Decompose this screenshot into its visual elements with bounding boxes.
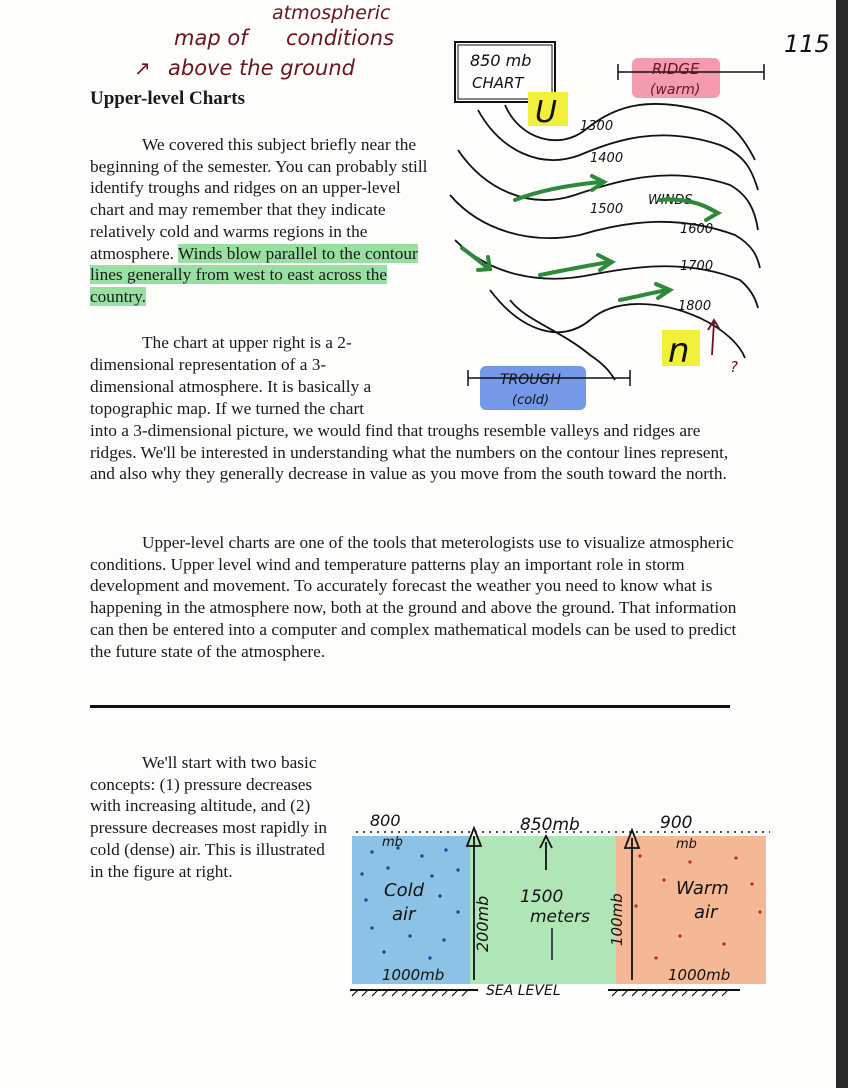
p2-line4: topographic map. If we turned the chart	[90, 399, 364, 418]
highlighted-winds-text: Winds blow parallel to the contour lines generally from west to east across the country.	[90, 243, 418, 306]
cold-air-label-2: air	[392, 904, 416, 925]
handwritten-note-line2b: conditions	[286, 26, 395, 50]
cold-bottom-pressure: 1000mb	[382, 966, 445, 984]
n-label: n	[668, 331, 690, 371]
ridge-label: RIDGE	[652, 60, 700, 78]
paragraph-concepts-text: We'll start with two basic concepts: (1) pressure decreases with increasing altitude, and (2) pressure decreases most rapidly in cold (dense) air. This is illustrated in the figure at right.	[90, 753, 328, 881]
warm-top-unit: mb	[676, 837, 697, 852]
contour-label-1400: 1400	[590, 151, 624, 166]
paragraph-forecasting-text: Upper-level charts are one of the tools that meterologists use to visualize atmospheric conditions. Upper level wind and temperature patterns play an important role in storm development and movement. To accurately forecast the weather you need to know what is happening in the atmosphere now, both at the ground and above the ground. That information can then be entered into a computer and complex mathematical models can be used to predict the future state of the atmosphere.	[90, 533, 737, 661]
cold-air-label-1: Cold	[384, 880, 425, 901]
ridge-sublabel: (warm)	[650, 82, 701, 98]
mid-top-pressure: 850mb	[520, 815, 580, 835]
page-title: Upper-level Charts	[90, 88, 245, 109]
warm-top-pressure: 900	[660, 813, 693, 833]
trough-label: TROUGH	[500, 372, 561, 388]
trough-sublabel: (cold)	[512, 393, 550, 408]
question-mark: ?	[730, 358, 738, 376]
paragraph-intro-text: We covered this subject briefly near the beginning of the semester. You can probably still identify troughs and ridges on an upper-level chart and may remember that they indicate relatively cold and warms regions in the atmosphere.	[90, 135, 428, 263]
sea-level-label: SEA LEVEL	[486, 983, 561, 999]
warm-air-label-1: Warm	[676, 878, 729, 899]
p2-line1: The chart at upper right is a 2-	[142, 333, 352, 352]
mid-label-2: meters	[530, 907, 590, 927]
chart-box-label-2: CHART	[472, 74, 524, 92]
winds-label: WINDS	[648, 193, 693, 208]
contour-label-1500: 1500	[590, 202, 624, 217]
contour-label-1600: 1600	[680, 222, 714, 237]
contour-label-1700: 1700	[680, 259, 714, 274]
cold-thickness-label: 200mb	[473, 895, 492, 952]
handwritten-arrow: ↗	[134, 56, 151, 80]
mid-label-1: 1500	[520, 887, 564, 907]
p2-rest: into a 3-dimensional picture, we would find that troughs resemble valleys and ridges are ridges. We'll be interested in understanding what the numbers on the contour lines represent, and also why they generally decrease in value as you move from the south toward the north.	[90, 421, 729, 484]
chart-box-label-1: 850 mb	[470, 51, 532, 70]
warm-thickness-label: 100mb	[608, 893, 626, 946]
handwritten-note-line1: atmospheric	[272, 2, 391, 24]
p2-line2: dimensional representation of a 3-	[90, 355, 327, 374]
cold-top-pressure: 800	[370, 811, 401, 830]
page-number: 115	[784, 30, 830, 58]
u-label: U	[535, 95, 557, 130]
handwritten-note-line2: map of	[174, 26, 248, 50]
handwritten-note-line3: above the ground	[168, 56, 355, 80]
warm-air-column	[616, 836, 766, 984]
contour-label-1300: 1300	[580, 119, 614, 134]
warm-bottom-pressure: 1000mb	[668, 966, 731, 984]
warm-air-label-2: air	[694, 902, 718, 923]
contour-label-1800: 1800	[678, 299, 712, 314]
p2-line3: dimensional atmosphere. It is basically a	[90, 377, 372, 396]
cold-top-unit: mb	[382, 835, 403, 850]
